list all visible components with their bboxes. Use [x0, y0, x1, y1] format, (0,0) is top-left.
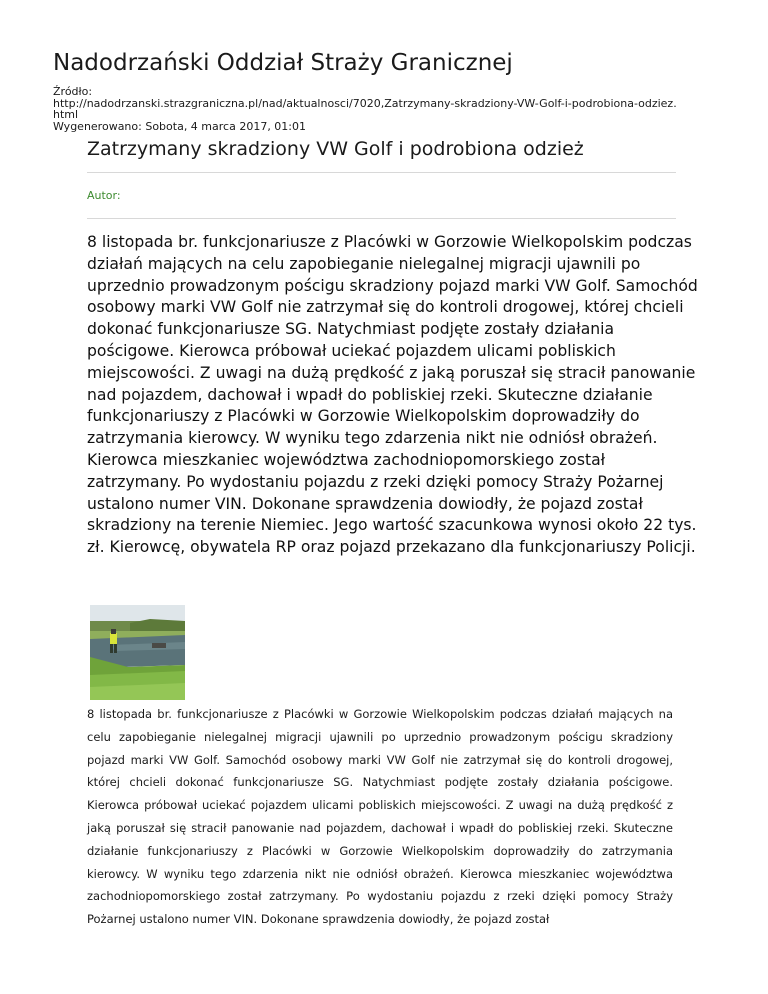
article-photo[interactable] [90, 605, 185, 700]
source-meta [53, 86, 753, 132]
site-title: Nadodrzański Oddział Straży Granicznej [53, 50, 513, 76]
title-divider [87, 172, 676, 173]
photo-caption: 8 listopada br. funkcjonariusze z Placówki w Gorzowie Wielkopolskim podczas działań mających na celu zapobieganie nielegalnej migracji ujawnili po uprzednio prowadzonym pościgu skradziony pojazd marki VW Golf. Samochód osobowy marki VW Golf nie zatrzymał się do kontroli drogowej, której chcieli dokonać funkcjonariusze SG. Natychmiast podjęte zostały działania pościgowe. Kierowca próbował uciekać pojazdem ulicami pobliskich miejscowości. Z uwagi na dużą prędkość z jaką poruszał się stracił panowanie nad pojazdem, dachował i wpadł do pobliskiej rzeki. Skuteczne działanie funkcjonariuszy z Placówki w Gorzowie Wielkopolskim doprowadziły do zatrzymania kierowcy. W wyniku tego zdarzenia nikt nie odniósł obrażeń. Kierowca mieszkaniec województwa zachodniopomorskiego został zatrzymany. Po wydostaniu pojazdu z rzeki dzięki pomocy Straży Pożarnej ustalono numer VIN. Dokonane sprawdzenia dowiodły, że pojazd został [87, 707, 673, 927]
river-photo-image [90, 605, 185, 700]
author-label: Autor: [87, 189, 121, 202]
article-title: Zatrzymany skradziony VW Golf i podrobiona odzież [87, 138, 584, 160]
article-lead: 8 listopada br. funkcjonariusze z Placówki w Gorzowie Wielkopolskim podczas działań mających na celu zapobieganie nielegalnej migracji ujawnili po uprzednio prowadzonym pościgu skradziony pojazd marki VW Golf. Samochód osobowy marki VW Golf nie zatrzymał się do kontroli drogowej, której chcieli dokonać funkcjonariusze SG. Natychmiast podjęte zostały działania pościgowe. Kierowca próbował uciekać pojazdem ulicami pobliskich miejscowości. Z uwagi na dużą prędkość z jaką poruszał się stracił panowanie nad pojazdem, dachował i wpadł do pobliskiej rzeki. Skuteczne działanie funkcjonariuszy z Placówki w Gorzowie Wielkopolskim doprowadziły do zatrzymania kierowcy. W wyniku tego zdarzenia nikt nie odniósł obrażeń. Kierowca mieszkaniec województwa zachodniopomorskiego został zatrzymany. Po wydostaniu pojazdu z rzeki dzięki pomocy Straży Pożarnej ustalono numer VIN. Dokonane sprawdzenia dowiodły, że pojazd został skradziony na terenie Niemiec. Jego wartość szacunkowa wynosi około 22 tys. zł. Kierowcę, obywatela RP oraz pojazd przekazano dla funkcjonariuszy Policji. [87, 233, 698, 557]
source-url-line-1[interactable]: http://nadodrzanski.strazgraniczna.pl/nad/aktualnosci/7020,Zatrzymany-skradziony-VW-Golf-i-podrobiona-odziez. [53, 96, 677, 110]
source-url-line-2[interactable]: html [53, 108, 79, 121]
author-divider [87, 218, 676, 219]
source-label: Źródło: [53, 85, 93, 98]
generated-timestamp: Wygenerowano: Sobota, 4 marca 2017, 01:01 [53, 119, 307, 133]
